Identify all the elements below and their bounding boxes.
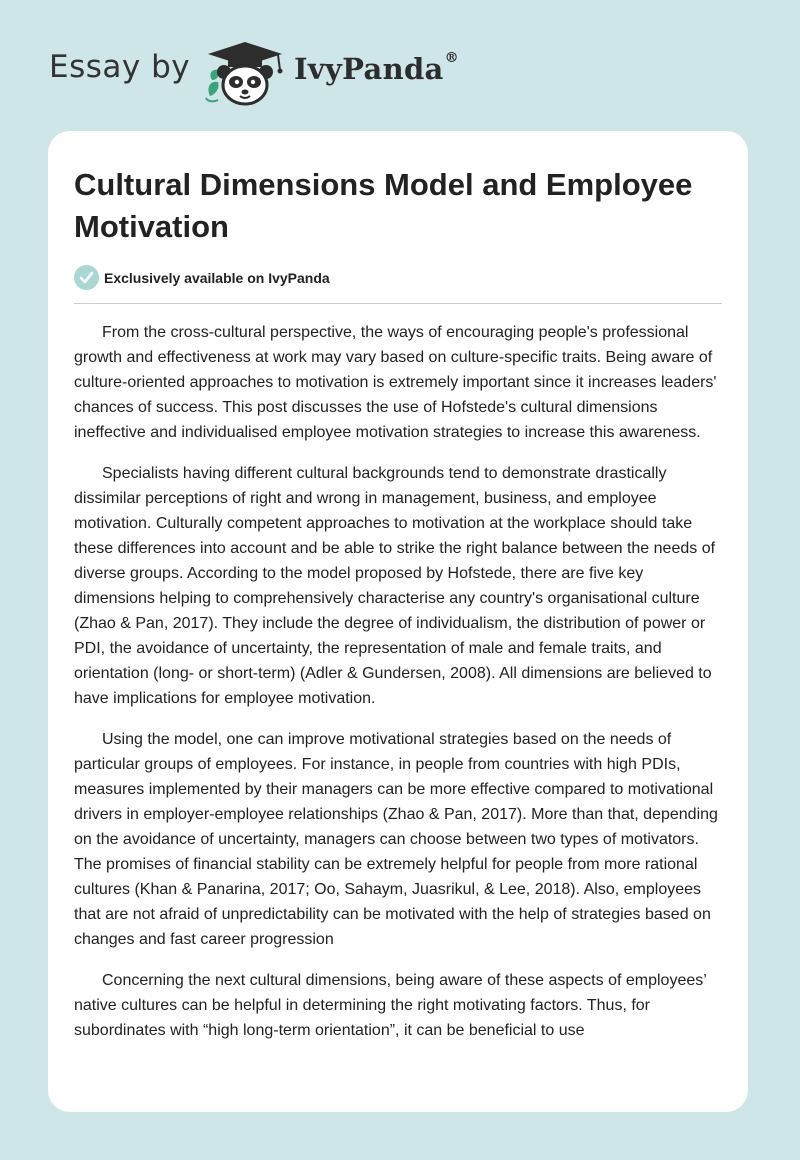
paragraph: Specialists having different cultural backgrounds tend to demonstrate drastically dissimilar perceptions of right and wrong in management, business, and employee motivation. Culturally competent approaches to motivation at the workplace should take these differences into account and be able to strike the right balance between the needs of diverse groups. According to the model proposed by Hofstede, there are five key dimensions helping to comprehensively characterise any country's organisational culture (Zhao & Pan, 2017). They include the degree of individualism, the distribution of power or PDI, the avoidance of uncertainty, the representation of male and female traits, and orientation (long- or short-term) (Adler & Gundersen, 2008). All dimensions are believed to have implications for employee motivation. bbox=[74, 465, 716, 707]
title-divider bbox=[74, 303, 722, 304]
page-title: Cultural Dimensions Model and Employee Motivation bbox=[74, 167, 693, 244]
badge-label: Exclusively available on IvyPanda bbox=[104, 269, 330, 286]
registered-mark: ® bbox=[444, 50, 459, 66]
check-circle-icon bbox=[74, 265, 99, 290]
exclusive-badge bbox=[74, 265, 330, 290]
essay-body bbox=[74, 320, 726, 1059]
essay-by-label: Essay by bbox=[49, 49, 191, 85]
brand-name[interactable] bbox=[294, 52, 459, 86]
panda-graduate-logo-icon[interactable] bbox=[200, 36, 290, 108]
paragraph: From the cross-cultural perspective, the ways of encouraging people's professional growth and effectiveness at work may vary based on culture-specific traits. Being aware of culture-oriented approaches to motivation is extremely important since it increases leaders' chances of success. This post discusses the use of Hofstede's cultural dimensions ineffective and individualised employee motivation strategies to increase this awareness. bbox=[74, 324, 717, 441]
paragraph: Using the model, one can improve motivational strategies based on the needs of particular groups of employees. For instance, in people from countries with high PDIs, measures implemented by their managers can be more effective compared to motivational drivers in employer-employee relationships (Zhao & Pan, 2017). More than that, depending on the avoidance of uncertainty, managers can choose between two types of motivators. The promises of financial stability can be extremely helpful for people from more rational cultures (Khan & Panarina, 2017; Oo, Sahaym, Juasrikul, & Lee, 2018). Also, employees that are not afraid of unpredictability can be motivated with the help of strategies based on changes and fast career progression bbox=[74, 731, 718, 948]
site-header bbox=[0, 0, 800, 130]
essay-card bbox=[48, 131, 748, 1112]
paragraph: Concerning the next cultural dimensions, being aware of these aspects of employees’ native cultures can be helpful in determining the right motivating factors. Thus, for subordinates with “high long-term orientation”, it can be beneficial to use bbox=[74, 972, 707, 1039]
brand-name-text: IvyPanda bbox=[294, 52, 444, 86]
